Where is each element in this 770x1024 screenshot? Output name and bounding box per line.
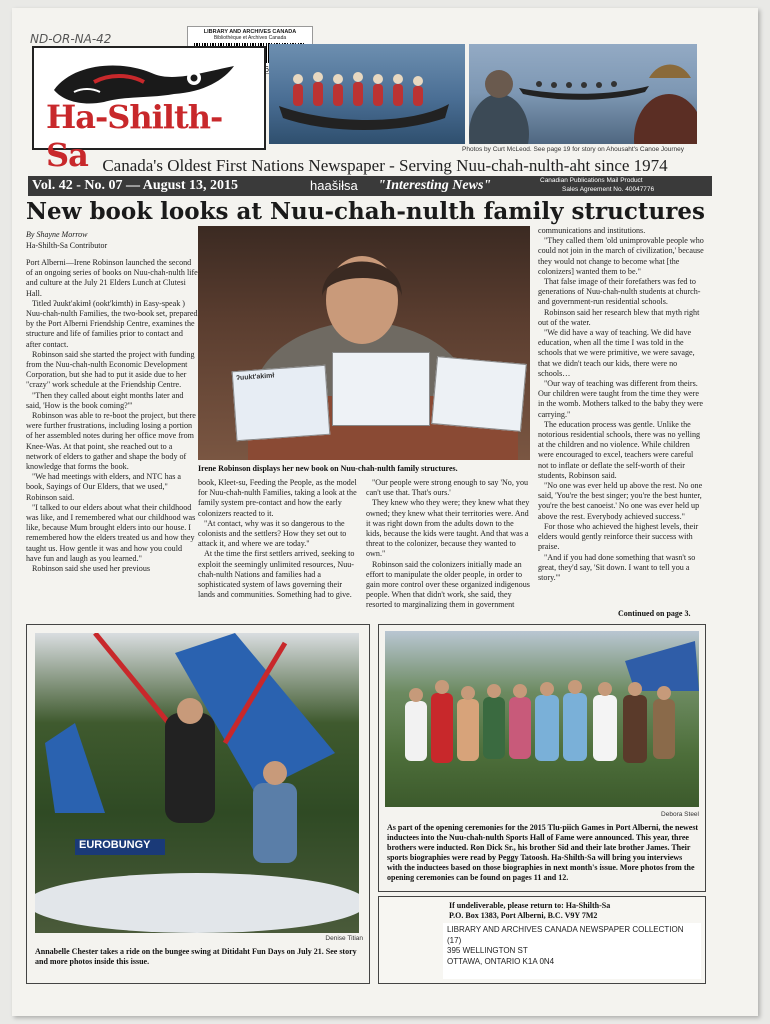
article-paragraph: The education process was gentle. Unlike the notorious residential schools, there was no yelling at the children and no violence. While children were encouraged to excel, teachers were careful not to inflate or deflate the self-worth of their students, Robinson said. bbox=[538, 419, 701, 480]
bungee-photo bbox=[35, 633, 359, 933]
continued-note: Continued on page 3. bbox=[618, 609, 691, 618]
tagline: Canada's Oldest First Nations Newspaper - Serving Nuu-chah-nulth-aht since 1974 bbox=[102, 156, 668, 175]
motto-word: haašiłsa bbox=[310, 178, 358, 193]
logo-text: Ha-Shilth-Sa bbox=[46, 98, 223, 174]
article-paragraph: "Our people were strong enough to say 'No, you can't use that. That's ours.' bbox=[366, 478, 529, 498]
return-line1: If undeliverable, please return to: Ha-Shilth-Sa bbox=[449, 901, 611, 910]
barcode-line1: LIBRARY AND ARCHIVES CANADA bbox=[203, 29, 297, 35]
bungee-photo-credit: Denise Titian bbox=[325, 935, 363, 942]
main-photo-caption: Irene Robinson displays her new book on Nuu-chah-nulth family structures. bbox=[198, 464, 458, 473]
mailing-label-line2: (17) bbox=[447, 935, 462, 945]
mailing-label-line1: LIBRARY AND ARCHIVES CANADA NEWSPAPER COLLECTION bbox=[447, 925, 684, 934]
byline-role: Ha-Shilth-Sa Contributor bbox=[26, 241, 108, 250]
mailing-label bbox=[443, 923, 701, 979]
return-line2: P.O. Box 1383, Port Alberni, B.C. V9Y 7M2 bbox=[449, 911, 598, 920]
book-cover-2 bbox=[332, 352, 430, 426]
mailing-label-line3: 395 WELLINGTON ST bbox=[447, 946, 528, 955]
masthead-photo-credit: Photos by Curt McLeod. See page 19 for story on Ahousaht's Canoe Journey bbox=[462, 146, 685, 153]
article-paragraph: "And if you had done something that wasn't so great, they'd say, 'Sit down. I want to tell you a story.'" bbox=[538, 552, 696, 582]
article-column-3 bbox=[366, 478, 530, 611]
newspaper-page bbox=[12, 8, 758, 1016]
article-paragraph: That false image of their forefathers was fed to generations of Nuu-chah-nulth students at church- and government-run residential schools. bbox=[538, 277, 701, 307]
mail-line2: Sales Agreement No. 40047776 bbox=[562, 186, 655, 193]
article-column-2 bbox=[198, 478, 360, 600]
article-paragraph: "Our way of teaching was different from theirs. Our children were taught from the time they were in the womb. Mothers talked to the baby they were carrying." bbox=[538, 379, 703, 419]
article-paragraph: "Then they called about eight months later and said, 'How is the book coming?'" bbox=[26, 390, 184, 410]
article-paragraph: "At contact, why was it so dangerous to the colonists and the settlers? How they set out to attack it, and where we are today." bbox=[198, 518, 347, 549]
article-paragraph: Port Alberni—Irene Robinson launched the second of an ongoing series of books on Nuu-chah-nulth life and culture at the July 21 Elders Lunch at Clutesi Hall. bbox=[26, 258, 198, 298]
games-photo-caption: As part of the opening ceremonies for the 2015 Tlu-piich Games in Port Alberni, the newest inductees into the Nuu-chah-nulth Sports Hall of Fame were announced. This year, three brothers were inducted. Ron Dick Sr., his brother Sid and their late brother James. Their sports biographies were read by Peggy Tatoosh. Ha-Shilth-Sa will bring you interviews with the inductees based on those biographies in next month's issue. More photos from the opening ceremonies can be found on pages 11 and 12. bbox=[387, 823, 699, 882]
canoe-photo-2 bbox=[469, 44, 697, 144]
article-paragraph: For those who achieved the highest levels, their elders would gently reinforce their success with praise. bbox=[538, 521, 699, 552]
eurobungy-banner: EUROBUNGY bbox=[79, 839, 151, 851]
bungee-photo-box bbox=[26, 624, 370, 984]
headline: New book looks at Nuu-chah-nulth family structures bbox=[26, 198, 705, 225]
article-paragraph: communications and institutions. bbox=[538, 226, 646, 235]
irene-robinson-photo bbox=[198, 226, 530, 460]
canoe-photo-1 bbox=[269, 44, 465, 144]
article-paragraph: "They called them 'old unimprovable people who could not join in the march of civilization,' because they would not change to become what [the colonizers] wanted them to be." bbox=[538, 236, 704, 276]
article-paragraph: Robinson said her research blew that myth right out of the water. bbox=[538, 307, 700, 327]
games-photo bbox=[385, 631, 699, 807]
article-paragraph: Robinson said she started the project with funding from the Nuu-chah-nulth Economic Development Corporation, but she had to put it aside due to her "crazy" work schedule at the Friendship Centre. bbox=[26, 349, 195, 390]
motto: "Interesting News" bbox=[378, 178, 492, 193]
article-paragraph: book, Kleet-su, Feeding the People, as the model for Nuu-chah-nulth Families, taking a look at the family system pre-contact and how the early colonizers reacted to it. bbox=[198, 478, 357, 518]
book-title: ʔuukt'akimł bbox=[235, 372, 275, 383]
article-paragraph: "I talked to our elders about what their childhood was like, and I remembered what our childhood was like, because Mum brought elders into our house. I remembered how the elders treated us and how they taught us. How gentle it was and how you could have fun and laugh as you learned." bbox=[26, 502, 196, 563]
issue-bar bbox=[28, 176, 712, 196]
article-paragraph: Robinson said the colonizers initially made an effort to manipulate the older people, in order to gain more control over these organized indigenous people. When that didn't work, she said, they resorted to marginalizing them in government bbox=[366, 559, 530, 610]
bungee-photo-caption: Annabelle Chester takes a ride on the bungee swing at Ditidaht Fun Days on July 21. See story and more photos inside this issue. bbox=[35, 947, 357, 966]
article-paragraph: They knew who they were; they knew what they owned; they knew what their territories were. And it was right down from the adults down to the kids, because the kids were taught. And that was a threat to the colonizer, because they wanted to own." bbox=[366, 498, 530, 559]
mailing-label-line4: OTTAWA, ONTARIO K1A 0N4 bbox=[447, 956, 555, 966]
article-column-1 bbox=[26, 258, 198, 574]
article-paragraph: "We had meetings with elders, and NTC has a book, Sayings of Our Elders, that we used," Robinson said. bbox=[26, 472, 181, 502]
article-paragraph: "No one was ever held up above the rest. No one said, 'You're the best singer; you're the best hunter, you're the best canoeist.' No one was ever held up above the rest. Everybody achieved success." bbox=[538, 481, 703, 521]
masthead-logo bbox=[32, 46, 266, 174]
article-paragraph: "We did have a way of teaching. We did have education, when all the time I was told in the schools that we were primitive, we were savage, that we didn't teach our kids, there were no schools… bbox=[538, 328, 695, 378]
byline-author: By Shayne Morrow bbox=[26, 230, 88, 239]
barcode-line2: Bibliothèque et Archives Canada bbox=[213, 35, 287, 41]
return-address-box bbox=[378, 896, 706, 984]
article-paragraph: Titled ʔuukt'akimł (ookt'kimth) in Easy-speak ) Nuu-chah-nulth Families, the two-book set, prepared by the Port Alberni Friendship Centre, examines the structure and life of families prior to contact and after contact. bbox=[26, 298, 198, 349]
book-cover-1 bbox=[232, 365, 331, 441]
handwritten-note: ND-OR-NA-42 bbox=[30, 32, 112, 46]
games-photo-credit: Debora Steel bbox=[661, 811, 699, 818]
mail-line1: Canadian Publications Mail Product bbox=[540, 177, 643, 184]
article-column-4 bbox=[538, 226, 704, 583]
article-paragraph: At the time the first settlers arrived, seeking to exploit the seemingly unlimited resources, Nuu-chah-nulth Nations and families had a sophisticated system of laws governing their lands and communities. Something had to give. bbox=[198, 549, 355, 600]
article-paragraph: Robinson was able to re-boot the project, but there were further frustrations, including losing a portion of her assembled notes during her office move from Knee-Was. At that point, she reached out to a network of elders to gather and shape the body of knowledge that forms the book. bbox=[26, 411, 196, 472]
games-photo-box bbox=[378, 624, 706, 892]
book-cover-3 bbox=[431, 356, 527, 432]
issue-volume: Vol. 42 - No. 07 — August 13, 2015 bbox=[32, 178, 239, 193]
article-paragraph: Robinson said she used her previous bbox=[32, 564, 151, 574]
